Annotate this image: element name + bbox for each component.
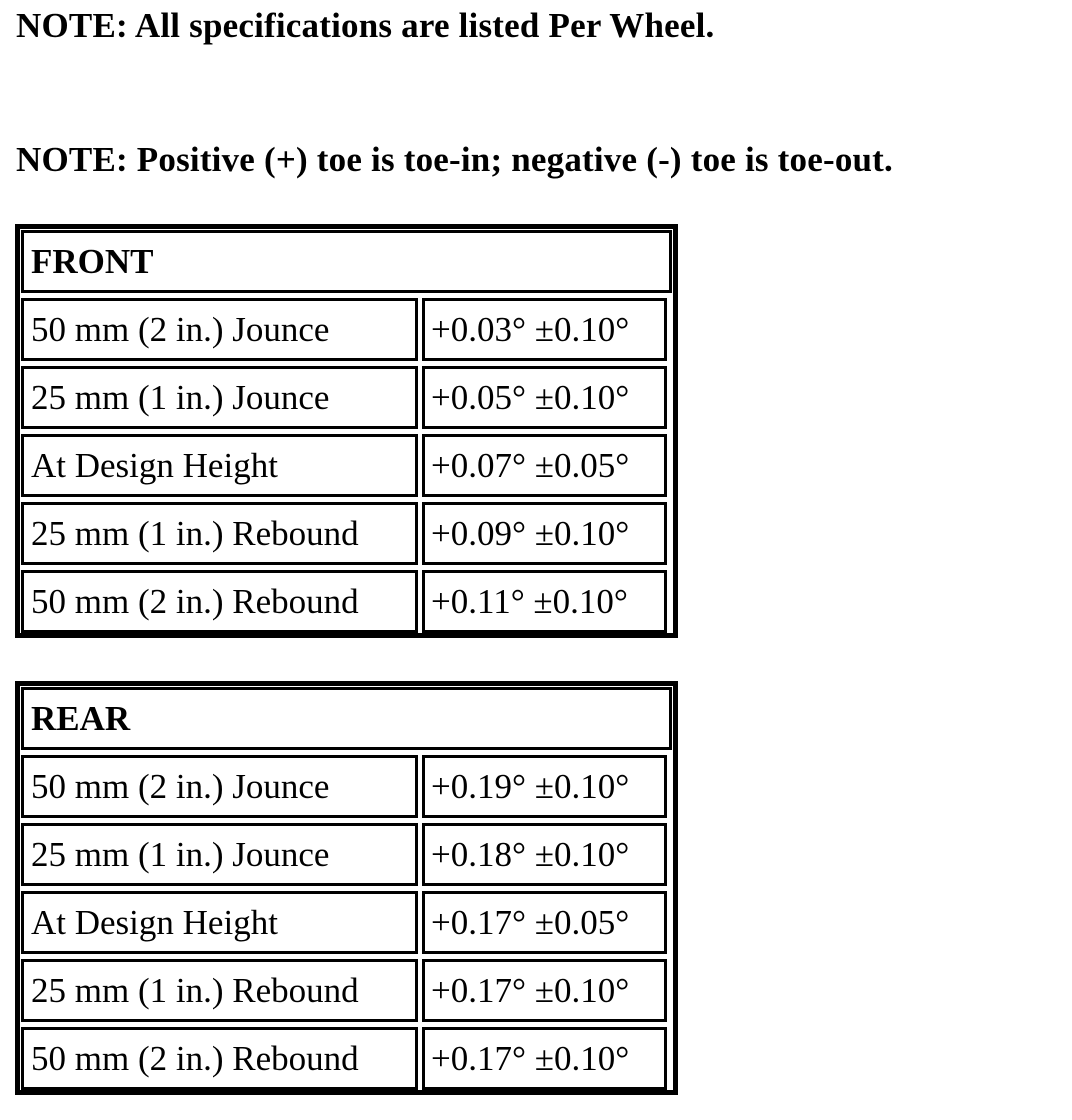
table-row — [21, 366, 672, 429]
row-condition-label: 50 mm (2 in.) Jounce — [21, 298, 418, 361]
row-condition-label: At Design Height — [21, 434, 418, 497]
row-condition-label: 50 mm (2 in.) Rebound — [21, 570, 418, 633]
row-condition-label: 50 mm (2 in.) Rebound — [21, 1027, 418, 1090]
table-row — [21, 298, 672, 361]
table-row — [21, 434, 672, 497]
row-condition-label: 25 mm (1 in.) Rebound — [21, 959, 418, 1022]
row-condition-label: 25 mm (1 in.) Jounce — [21, 366, 418, 429]
row-toe-value: +0.11° ±0.10° — [422, 570, 667, 633]
table-row — [21, 502, 672, 565]
row-condition-label: At Design Height — [21, 891, 418, 954]
table-row — [21, 755, 672, 818]
row-toe-value: +0.17° ±0.10° — [422, 959, 667, 1022]
row-toe-value: +0.19° ±0.10° — [422, 755, 667, 818]
table-row — [21, 1027, 672, 1090]
rear-table-heading: REAR — [21, 687, 672, 750]
table-row — [21, 570, 672, 633]
row-condition-label: 50 mm (2 in.) Jounce — [21, 755, 418, 818]
row-toe-value: +0.03° ±0.10° — [422, 298, 667, 361]
row-toe-value: +0.09° ±0.10° — [422, 502, 667, 565]
table-row — [21, 823, 672, 886]
row-toe-value: +0.05° ±0.10° — [422, 366, 667, 429]
front-table-heading: FRONT — [21, 230, 672, 293]
table-row — [21, 891, 672, 954]
row-toe-value: +0.18° ±0.10° — [422, 823, 667, 886]
note-toe-direction: NOTE: Positive (+) toe is toe-in; negative (-) toe is toe-out. — [16, 140, 893, 179]
front-spec-table — [15, 224, 678, 638]
note-per-wheel: NOTE: All specifications are listed Per Wheel. — [16, 6, 715, 45]
row-condition-label: 25 mm (1 in.) Jounce — [21, 823, 418, 886]
rear-spec-table — [15, 681, 678, 1095]
row-toe-value: +0.17° ±0.05° — [422, 891, 667, 954]
row-toe-value: +0.07° ±0.05° — [422, 434, 667, 497]
table-row — [21, 959, 672, 1022]
row-toe-value: +0.17° ±0.10° — [422, 1027, 667, 1090]
row-condition-label: 25 mm (1 in.) Rebound — [21, 502, 418, 565]
